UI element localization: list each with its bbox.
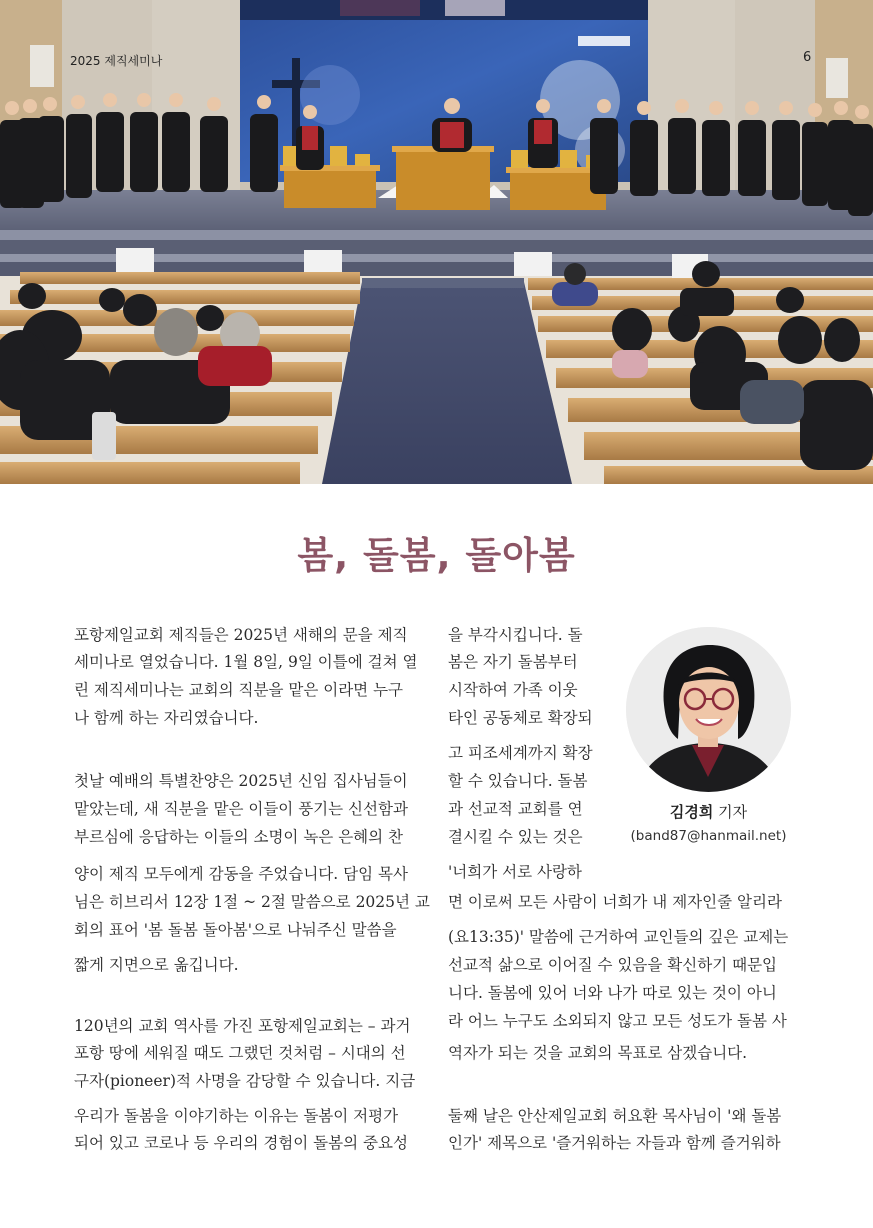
text-line: 양이 제직 모두에게 감동을 주었습니다. 담임 목사 xyxy=(74,865,408,883)
text-line: 되어 있고 코로나 등 우리의 경험이 돌봄의 중요성 xyxy=(74,1134,408,1152)
text-line: '너희가 서로 사랑하 xyxy=(448,863,582,881)
text-line: 시작하여 가족 이웃 xyxy=(448,681,578,699)
text-line: 맡았는데, 새 직분을 맡은 이들이 풍기는 신선함과 xyxy=(74,800,408,818)
text-line: 짧게 지면으로 옮깁니다. xyxy=(74,956,239,974)
text-line: 역자가 되는 것을 교회의 목표로 삼겠습니다. xyxy=(448,1044,748,1062)
text-line: 고 피조세계까지 확장 xyxy=(448,744,593,762)
text-line: 결시킬 수 있는 것은 xyxy=(448,828,583,846)
author-name: 김경희 xyxy=(669,803,714,821)
text-line: 면 이로써 모든 사람이 너희가 내 제자인줄 알리라 xyxy=(448,893,782,911)
text-line: 과 선교적 교회를 연 xyxy=(448,800,583,818)
text-line: 포항제일교회 제직들은 2025년 새해의 문을 제직 xyxy=(74,626,408,644)
article-title: 봄, 돌봄, 돌아봄 xyxy=(297,534,576,577)
page-number: 6 xyxy=(803,50,812,65)
header-section-title: 2025 제직세미나 xyxy=(70,54,163,68)
text-line: 라 어느 누구도 소외되지 않고 모든 성도가 돌봄 사 xyxy=(448,1012,787,1030)
text-line: 첫날 예배의 특별찬양은 2025년 신임 집사님들이 xyxy=(74,772,408,790)
text-line: 선교적 삶으로 이어질 수 있음을 확신하기 때문입 xyxy=(448,956,778,974)
author-byline xyxy=(626,801,791,822)
text-line: 포항 땅에 세워질 때도 그랬던 것처럼 – 시대의 선 xyxy=(74,1044,406,1062)
author-role: 기자 xyxy=(718,803,748,821)
text-line: 구자(pioneer)적 사명을 감당할 수 있습니다. 지금 xyxy=(74,1072,416,1090)
text-line: 세미나로 열었습니다. 1월 8일, 9일 이틀에 걸쳐 열 xyxy=(74,653,418,671)
text-line: 회의 표어 '봄 돌봄 돌아봄'으로 나눠주신 말씀을 xyxy=(74,921,397,939)
text-line: 부르심에 응답하는 이들의 소명이 녹은 은혜의 찬 xyxy=(74,828,404,846)
text-line: 120년의 교회 역사를 가진 포항제일교회는 – 과거 xyxy=(74,1017,411,1035)
text-line: 둘째 날은 안산제일교회 허요환 목사님이 '왜 돌봄 xyxy=(448,1107,782,1125)
author-portrait xyxy=(626,627,791,792)
text-line: 타인 공동체로 확장되 xyxy=(448,709,593,727)
author-email: (band87@hanmail.net) xyxy=(630,828,787,844)
text-line: 을 부각시킵니다. 돌 xyxy=(448,626,583,644)
text-line: 봄은 자기 돌봄부터 xyxy=(448,653,578,671)
text-line: 할 수 있습니다. 돌봄 xyxy=(448,772,588,790)
text-line: 니다. 돌봄에 있어 너와 나가 따로 있는 것이 아니 xyxy=(448,984,777,1002)
church-photo xyxy=(0,0,873,484)
text-line: 님은 히브리서 12장 1절 ~ 2절 말씀으로 2025년 교 xyxy=(74,893,430,911)
text-line: 우리가 돌봄을 이야기하는 이유는 돌봄이 저평가 xyxy=(74,1107,399,1125)
text-line: 나 함께 하는 자리였습니다. xyxy=(74,709,259,727)
text-line: 린 제직세미나는 교회의 직분을 맡은 이라면 누구 xyxy=(74,681,404,699)
text-line: (요13:35)' 말씀에 근거하여 교인들의 깊은 교제는 xyxy=(448,928,789,946)
text-line: 인가' 제목으로 '즐거워하는 자들과 함께 즐거워하 xyxy=(448,1134,781,1152)
